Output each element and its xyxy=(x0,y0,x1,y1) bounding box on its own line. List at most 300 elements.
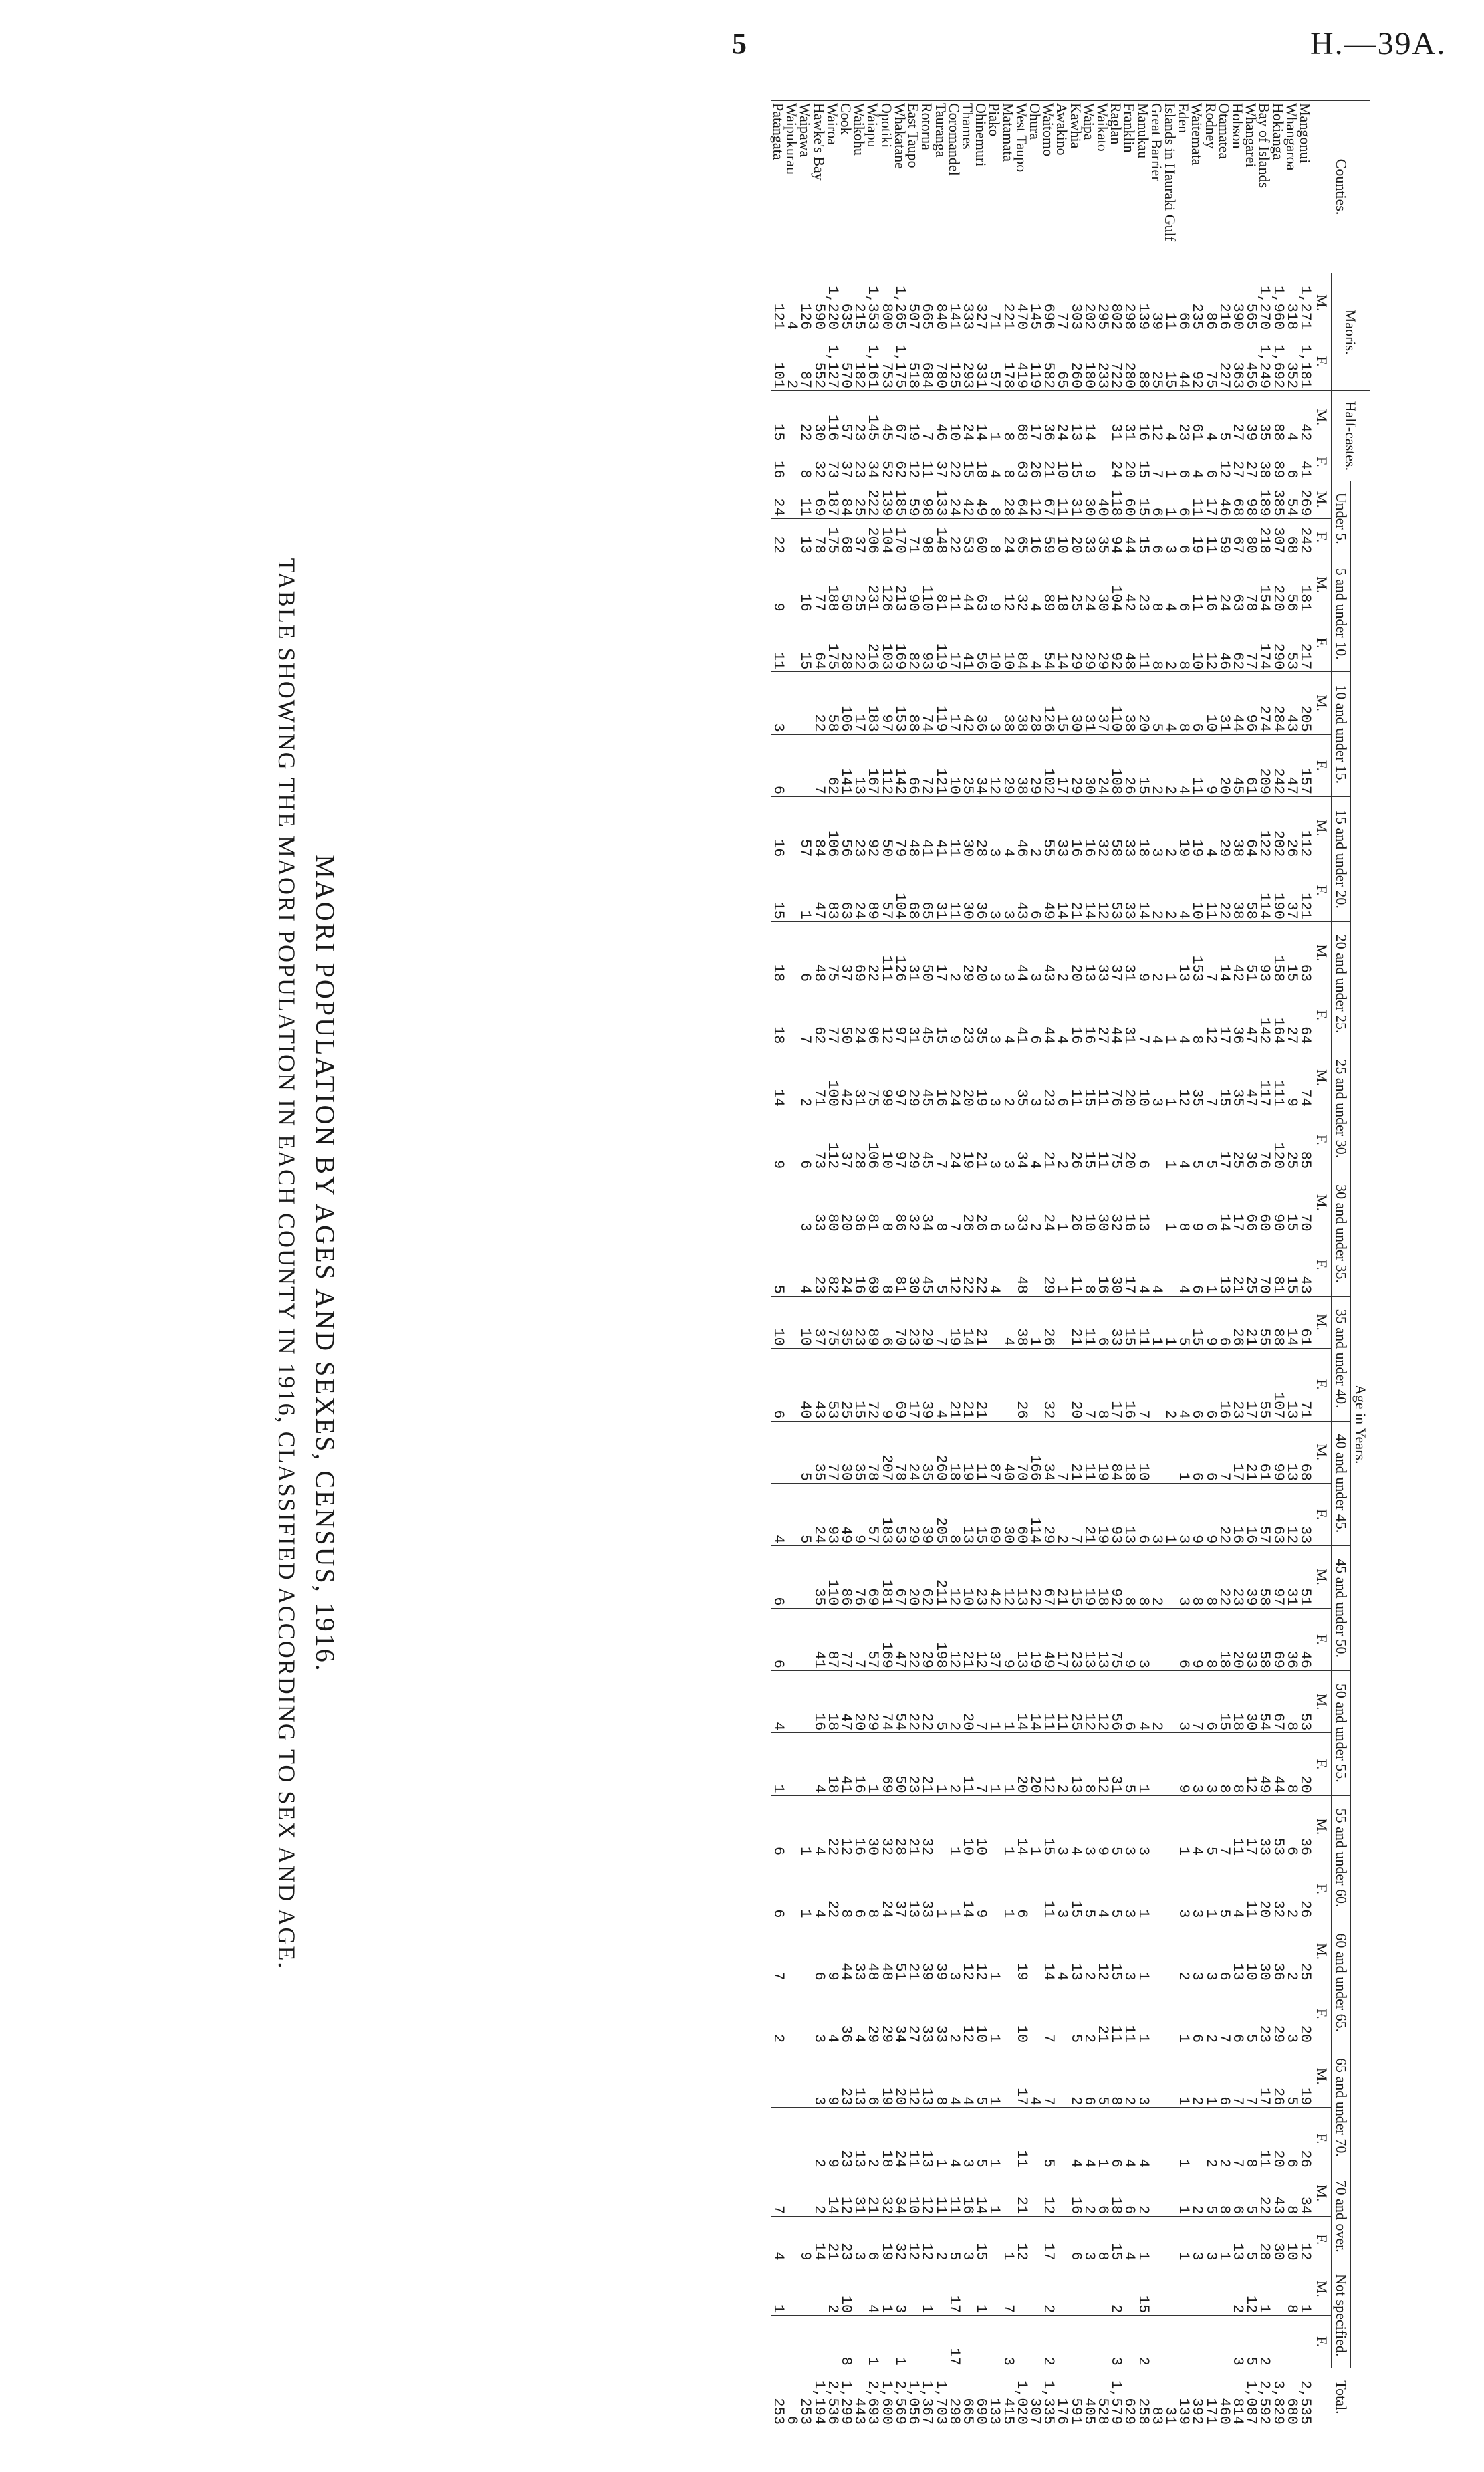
table-cell: 1 xyxy=(1001,2217,1014,2263)
table-cell: 16 xyxy=(1136,391,1149,443)
table-cell: 15 xyxy=(798,614,812,672)
table-cell: 24 xyxy=(961,391,974,443)
table-cell xyxy=(1082,2316,1096,2368)
table-cell: 22 xyxy=(826,1795,839,1858)
table-cell: 1 xyxy=(1150,1296,1163,1348)
header-male: M. xyxy=(1312,1171,1332,1234)
table-cell: 13 xyxy=(1285,1421,1298,1483)
table-cell: 44 xyxy=(839,1920,852,1983)
table-cell: 55 xyxy=(1257,1296,1271,1348)
table-cell: 12 xyxy=(1096,1670,1109,1732)
table-cell: 1 xyxy=(987,1670,1001,1732)
table-cell: 96 xyxy=(866,984,879,1046)
table-cell: 41 xyxy=(1298,443,1312,481)
table-cell: 16 xyxy=(798,556,812,614)
table-cell: 97 xyxy=(893,1109,906,1171)
table-cell: 98 xyxy=(920,481,933,518)
table-cell: 1 xyxy=(1177,1983,1190,2045)
table-cell: 75 xyxy=(826,1296,839,1348)
table-cell: 4 xyxy=(1285,391,1298,443)
table-cell: 3 xyxy=(852,2217,866,2263)
table-cell: 227 xyxy=(1217,332,1231,391)
table-cell: 17 xyxy=(852,672,866,734)
table-cell: 178 xyxy=(1001,332,1014,391)
table-cell: 12 xyxy=(1001,556,1014,614)
table-cell: 43 xyxy=(812,1348,825,1421)
table-cell: 33 xyxy=(1122,859,1136,921)
table-cell: 51 xyxy=(1244,921,1257,984)
table-cell: 2 xyxy=(1001,1046,1014,1109)
table-cell: 6 xyxy=(812,1920,825,1983)
table-cell xyxy=(1163,1858,1177,1920)
table-cell: 23 xyxy=(839,2045,852,2108)
table-cell: 5 xyxy=(1244,1983,1257,2045)
table-cell: 104 xyxy=(893,859,906,921)
table-cell xyxy=(974,2316,987,2368)
table-cell: 4 xyxy=(1068,2108,1082,2170)
table-cell: 4 xyxy=(1001,984,1014,1046)
table-cell: 10 xyxy=(1015,1983,1028,2045)
table-cell: 3 xyxy=(1055,1795,1068,1858)
header-age-group: 10 and under 15. xyxy=(1332,672,1351,797)
table-cell: 2 xyxy=(1028,1171,1041,1234)
table-cell xyxy=(1055,2108,1068,2170)
table-cell: 11 xyxy=(906,2108,920,2170)
table-cell: 22 xyxy=(866,921,879,984)
table-cell: 11 xyxy=(974,1421,987,1483)
table-cell: 38 xyxy=(1257,443,1271,481)
table-cell: 17 xyxy=(1122,1234,1136,1296)
table-cell: 1,271 xyxy=(1298,273,1312,332)
table-cell: 17 xyxy=(947,672,961,734)
table-cell: 3 xyxy=(1163,518,1177,556)
table-cell: 65 xyxy=(920,859,933,921)
table-cell: 4 xyxy=(852,1983,866,2045)
table-cell xyxy=(1163,2263,1177,2316)
table-cell: 42 xyxy=(1122,556,1136,614)
table-cell: 6 xyxy=(798,1109,812,1171)
table-cell: 17 xyxy=(1055,1608,1068,1670)
county-name: Waitemata xyxy=(1190,101,1203,273)
table-cell: 6 xyxy=(1190,1234,1203,1296)
table-cell xyxy=(1190,2316,1203,2368)
table-cell: 117 xyxy=(1257,1046,1271,1109)
table-cell: 8 xyxy=(839,2316,852,2368)
table-cell: 2 xyxy=(1136,2170,1149,2216)
table-cell: 79 xyxy=(893,797,906,859)
table-cell: 48 xyxy=(1122,614,1136,672)
table-cell xyxy=(1271,2263,1284,2316)
table-cell xyxy=(771,1421,785,1483)
table-cell: 22 xyxy=(1217,859,1231,921)
table-cell: 25 xyxy=(1068,1670,1082,1732)
table-cell: 57 xyxy=(866,1483,879,1545)
table-cell: 15 xyxy=(1068,443,1082,481)
table-cell: 60 xyxy=(1015,1483,1028,1545)
county-name: Bay of Islands xyxy=(1257,101,1271,273)
table-cell: 4 xyxy=(1028,556,1041,614)
table-cell: 27 xyxy=(1285,984,1298,1046)
table-cell: 24 xyxy=(947,1046,961,1109)
table-cell: 32 xyxy=(1041,1348,1055,1421)
table-cell: 23 xyxy=(974,1546,987,1608)
table-cell: 60 xyxy=(974,518,987,556)
table-cell: 9 xyxy=(1122,1608,1136,1670)
table-cell: 1 xyxy=(1163,984,1177,1046)
table-cell: 87 xyxy=(826,1608,839,1670)
table-cell xyxy=(1163,1546,1177,1608)
table-cell: 11 xyxy=(947,2170,961,2216)
county-name: Hokianga xyxy=(1271,101,1284,273)
table-cell: 4 xyxy=(798,1234,812,1296)
table-cell: 18 xyxy=(826,1733,839,1795)
table-cell: 10 xyxy=(1136,1421,1149,1483)
table-cell: 2 xyxy=(1068,2045,1082,2108)
table-cell: 318 xyxy=(1285,273,1298,332)
table-cell xyxy=(1150,1171,1163,1234)
table-cell: 25 xyxy=(1068,556,1082,614)
table-cell xyxy=(1150,1920,1163,1983)
table-cell: 24 xyxy=(947,1109,961,1171)
table-cell: 39 xyxy=(1150,273,1163,332)
table-cell: 21 xyxy=(1096,1983,1109,2045)
header-age-group: 5 and under 10. xyxy=(1332,556,1351,671)
table-cell: 2 xyxy=(1055,1733,1068,1795)
table-cell: 15 xyxy=(852,1348,866,1421)
table-cell: 303 xyxy=(1068,273,1082,332)
table-cell: 8 xyxy=(1122,1546,1136,1608)
county-name: West Taupo xyxy=(1015,101,1028,273)
table-cell: 3 xyxy=(1150,1483,1163,1545)
table-row xyxy=(1150,101,1163,2427)
table-cell: 74 xyxy=(1298,1046,1312,1109)
table-cell: 8 xyxy=(839,1858,852,1920)
table-cell xyxy=(1177,2316,1190,2368)
table-cell: 9 xyxy=(1203,1483,1217,1545)
table-cell xyxy=(1096,2316,1109,2368)
table-cell: 97 xyxy=(893,1046,906,1109)
table-cell: 5 xyxy=(771,1234,785,1296)
table-cell: 665 xyxy=(961,2368,974,2427)
table-cell: 1,270 xyxy=(1257,273,1271,332)
table-row xyxy=(771,101,785,2427)
table-cell: 12 xyxy=(920,2217,933,2263)
table-cell xyxy=(1203,2263,1217,2316)
table-cell: 29 xyxy=(1028,734,1041,796)
table-cell: 82 xyxy=(906,614,920,672)
table-cell xyxy=(1163,1421,1177,1483)
table-cell: 21 xyxy=(1068,1296,1082,1348)
table-cell: 23 xyxy=(906,1296,920,1348)
table-cell: 6 xyxy=(1190,1348,1203,1421)
table-cell: 3 xyxy=(1285,1983,1298,2045)
table-cell: 6 xyxy=(1203,1421,1217,1483)
table-cell: 8 xyxy=(880,1234,893,1296)
table-cell: 15 xyxy=(1285,921,1298,984)
table-cell: 49 xyxy=(1041,1608,1055,1670)
table-cell: 11 xyxy=(1082,1296,1096,1348)
header-female: F. xyxy=(1312,1733,1332,1795)
table-cell: 107 xyxy=(1271,1348,1284,1421)
table-cell: 110 xyxy=(920,556,933,614)
table-cell: 11 xyxy=(1203,859,1217,921)
table-cell: 1,175 xyxy=(893,332,906,391)
table-cell: 70 xyxy=(893,1296,906,1348)
table-cell: 13 xyxy=(1122,1483,1136,1545)
table-cell: 23 xyxy=(1041,1046,1055,1109)
table-cell: 3 xyxy=(1055,1858,1068,1920)
table-cell: 33 xyxy=(1055,797,1068,859)
table-cell: 6 xyxy=(1136,1109,1149,1171)
header-age-group: 55 and under 60. xyxy=(1332,1795,1351,1920)
table-cell: 47 xyxy=(812,859,825,921)
table-cell: 59 xyxy=(906,481,920,518)
table-cell: 14 xyxy=(974,2170,987,2216)
table-cell: 36 xyxy=(974,672,987,734)
table-cell: 23 xyxy=(852,1296,866,1348)
table-cell: 15 xyxy=(1136,518,1149,556)
table-cell: 2 xyxy=(1082,2170,1096,2216)
table-cell: 15 xyxy=(974,1483,987,1545)
table-cell: 66 xyxy=(1177,273,1190,332)
table-cell: 112 xyxy=(1298,797,1312,859)
table-cell: 253 xyxy=(771,2368,785,2427)
table-cell: 12 xyxy=(1217,443,1231,481)
table-cell: 205 xyxy=(1298,672,1312,734)
table-cell: 1 xyxy=(1163,481,1177,518)
table-cell: 2 xyxy=(1150,921,1163,984)
table-cell: 10 xyxy=(1136,1046,1149,1109)
table-cell: 34 xyxy=(893,1983,906,2045)
table-cell: 46 xyxy=(1217,614,1231,672)
table-cell: 6 xyxy=(1177,1608,1190,1670)
table-cell: 800 xyxy=(880,273,893,332)
table-cell: 6 xyxy=(771,1795,785,1858)
header-female: F. xyxy=(1312,1983,1332,2045)
table-cell: 36 xyxy=(839,1983,852,2045)
table-cell: 71 xyxy=(906,518,920,556)
table-row xyxy=(1096,101,1109,2427)
table-cell: 40 xyxy=(1001,1421,1014,1483)
table-cell: 81 xyxy=(933,556,947,614)
table-cell: 30 xyxy=(1096,1171,1109,1234)
table-cell: 27 xyxy=(1244,443,1257,481)
table-row xyxy=(1285,101,1298,2427)
header-age-group: 20 and under 25. xyxy=(1332,921,1351,1046)
table-cell: 10 xyxy=(1244,1920,1257,1983)
table-cell: 198 xyxy=(933,1608,947,1670)
table-cell xyxy=(933,2316,947,2368)
table-cell xyxy=(1001,1234,1014,1296)
table-cell xyxy=(906,2263,920,2316)
county-name: Opotiki xyxy=(880,101,893,273)
table-cell: 41 xyxy=(933,797,947,859)
table-cell: 69 xyxy=(866,1234,879,1296)
table-cell: 3 xyxy=(798,1171,812,1234)
table-cell xyxy=(785,1608,798,1670)
table-cell: 4 xyxy=(1190,443,1203,481)
table-cell: 3 xyxy=(987,1046,1001,1109)
table-cell: 11 xyxy=(771,614,785,672)
table-cell: 24 xyxy=(1082,556,1096,614)
table-cell: 2 xyxy=(1190,2170,1203,2216)
table-cell: 41 xyxy=(961,614,974,672)
table-cell: 53 xyxy=(893,1483,906,1545)
table-cell: 22 xyxy=(826,1858,839,1920)
table-cell: 29 xyxy=(920,1296,933,1348)
table-cell: 6 xyxy=(1068,2217,1082,2263)
table-cell xyxy=(1163,1608,1177,1670)
table-cell: 139 xyxy=(1136,273,1149,332)
table-cell: 3 xyxy=(1001,859,1014,921)
table-cell: 15 xyxy=(1041,1795,1055,1858)
table-cell: 22 xyxy=(947,443,961,481)
table-cell: 48 xyxy=(812,921,825,984)
table-cell: 22 xyxy=(906,1670,920,1732)
table-cell: 16 xyxy=(1231,1483,1244,1545)
table-cell: 20 xyxy=(1298,1733,1312,1795)
table-cell: 4 xyxy=(987,443,1001,481)
table-cell xyxy=(771,2316,785,2368)
table-cell: 3 xyxy=(1190,1920,1203,1983)
table-cell: 12 xyxy=(839,1795,852,1858)
table-cell: 8 xyxy=(866,1858,879,1920)
table-cell: 2 xyxy=(1257,2316,1271,2368)
table-cell: 385 xyxy=(1271,481,1284,518)
table-cell: 16 xyxy=(771,443,785,481)
county-name: Coromandel xyxy=(947,101,961,273)
table-cell xyxy=(906,2316,920,2368)
table-cell: 6 xyxy=(1028,984,1041,1046)
table-cell: 57 xyxy=(839,391,852,443)
table-cell: 31 xyxy=(1082,672,1096,734)
table-cell: 4 xyxy=(1163,672,1177,734)
table-cell: 45 xyxy=(920,1109,933,1171)
header-male: M. xyxy=(1312,1421,1332,1483)
header-male: M. xyxy=(1312,921,1332,984)
table-cell: 5 xyxy=(1096,2045,1109,2108)
table-cell: 4 xyxy=(1163,556,1177,614)
table-cell xyxy=(1298,2316,1312,2368)
county-name: Waikohu xyxy=(852,101,866,273)
county-name: Waipukurau xyxy=(785,101,798,273)
table-cell: 1,161 xyxy=(866,332,879,391)
table-cell: 7 xyxy=(1217,1421,1231,1483)
table-cell: 44 xyxy=(1041,984,1055,1046)
table-cell: 6 xyxy=(1285,2108,1298,2170)
county-name: Ohinemuri xyxy=(974,101,987,273)
table-cell: 145 xyxy=(1028,273,1041,332)
table-cell: 5 xyxy=(1150,672,1163,734)
table-cell: 19 xyxy=(1028,1608,1041,1670)
table-cell xyxy=(1028,1858,1041,1920)
table-cell: 50 xyxy=(839,984,852,1046)
table-cell: 88 xyxy=(906,672,920,734)
table-cell: 8 xyxy=(1150,556,1163,614)
table-cell: 5 xyxy=(1285,2045,1298,2108)
table-cell: 23 xyxy=(812,1234,825,1296)
table-cell xyxy=(1068,2263,1082,2316)
table-cell: 94 xyxy=(1109,518,1122,556)
table-cell: 104 xyxy=(1109,556,1122,614)
table-cell: 119 xyxy=(1028,332,1041,391)
table-cell: 29 xyxy=(1001,734,1014,796)
table-cell: 102 xyxy=(1041,734,1055,796)
table-cell xyxy=(798,2108,812,2170)
table-cell: 1,249 xyxy=(1257,332,1271,391)
table-cell: 20 xyxy=(961,1046,974,1109)
header-female: F. xyxy=(1312,1483,1332,1545)
table-cell: 8 xyxy=(1285,2170,1298,2216)
header-male: M. xyxy=(1312,1046,1332,1109)
table-cell: 31 xyxy=(1285,1546,1298,1608)
table-cell: 1,335 xyxy=(1041,2368,1055,2427)
table-cell: 180 xyxy=(1082,332,1096,391)
table-cell: 5 xyxy=(1068,1983,1082,2045)
table-cell: 39 xyxy=(1244,1546,1257,1608)
table-row xyxy=(947,101,961,2427)
table-cell: 1,181 xyxy=(1298,332,1312,391)
table-cell xyxy=(785,1546,798,1608)
table-cell: 35 xyxy=(1096,518,1109,556)
table-cell: 17 xyxy=(1203,481,1217,518)
table-cell: 6 xyxy=(1028,859,1041,921)
table-cell xyxy=(1055,2263,1068,2316)
table-cell: 11 xyxy=(1068,1234,1082,1296)
table-cell: 52 xyxy=(880,443,893,481)
table-cell: 35 xyxy=(1257,391,1271,443)
table-cell: 103 xyxy=(880,614,893,672)
table-cell: 183 xyxy=(866,672,879,734)
table-cell xyxy=(785,1421,798,1483)
table-cell: 12 xyxy=(974,1608,987,1670)
table-cell: 21 xyxy=(1068,859,1082,921)
table-cell: 26 xyxy=(974,1171,987,1234)
table-cell: 13 xyxy=(1015,1546,1028,1608)
header-male: M. xyxy=(1312,672,1332,734)
header-male: M. xyxy=(1312,556,1332,614)
table-cell: 14 xyxy=(1082,859,1096,921)
table-cell: 12 xyxy=(1177,1046,1190,1109)
table-cell: 75 xyxy=(1203,332,1217,391)
table-row xyxy=(1109,101,1122,2427)
header-female: F. xyxy=(1312,984,1332,1046)
table-cell: 43 xyxy=(1015,859,1028,921)
table-cell: 21 xyxy=(961,1608,974,1670)
table-cell: 106 xyxy=(826,797,839,859)
table-cell xyxy=(798,1546,812,1608)
table-cell: 3 xyxy=(1028,1046,1041,1109)
table-cell: 20 xyxy=(839,1171,852,1234)
table-cell xyxy=(785,2170,798,2216)
table-cell: 1 xyxy=(933,2108,947,2170)
table-cell: 331 xyxy=(974,332,987,391)
table-cell: 34 xyxy=(1298,2170,1312,2216)
table-cell: 7 xyxy=(1231,2108,1244,2170)
table-cell: 7 xyxy=(1190,1670,1203,1732)
header-female: F. xyxy=(1312,614,1332,672)
table-cell: 5 xyxy=(933,1670,947,1732)
table-cell: 57 xyxy=(880,859,893,921)
table-cell: 29 xyxy=(1041,1483,1055,1545)
table-cell: 17 xyxy=(933,921,947,984)
county-name: Whangaroa xyxy=(1285,101,1298,273)
table-cell: 1,127 xyxy=(826,332,839,391)
table-cell: 7 xyxy=(947,1171,961,1234)
table-cell: 121 xyxy=(771,273,785,332)
table-cell: 87 xyxy=(987,1421,1001,1483)
table-cell: 6 xyxy=(1190,1421,1203,1483)
